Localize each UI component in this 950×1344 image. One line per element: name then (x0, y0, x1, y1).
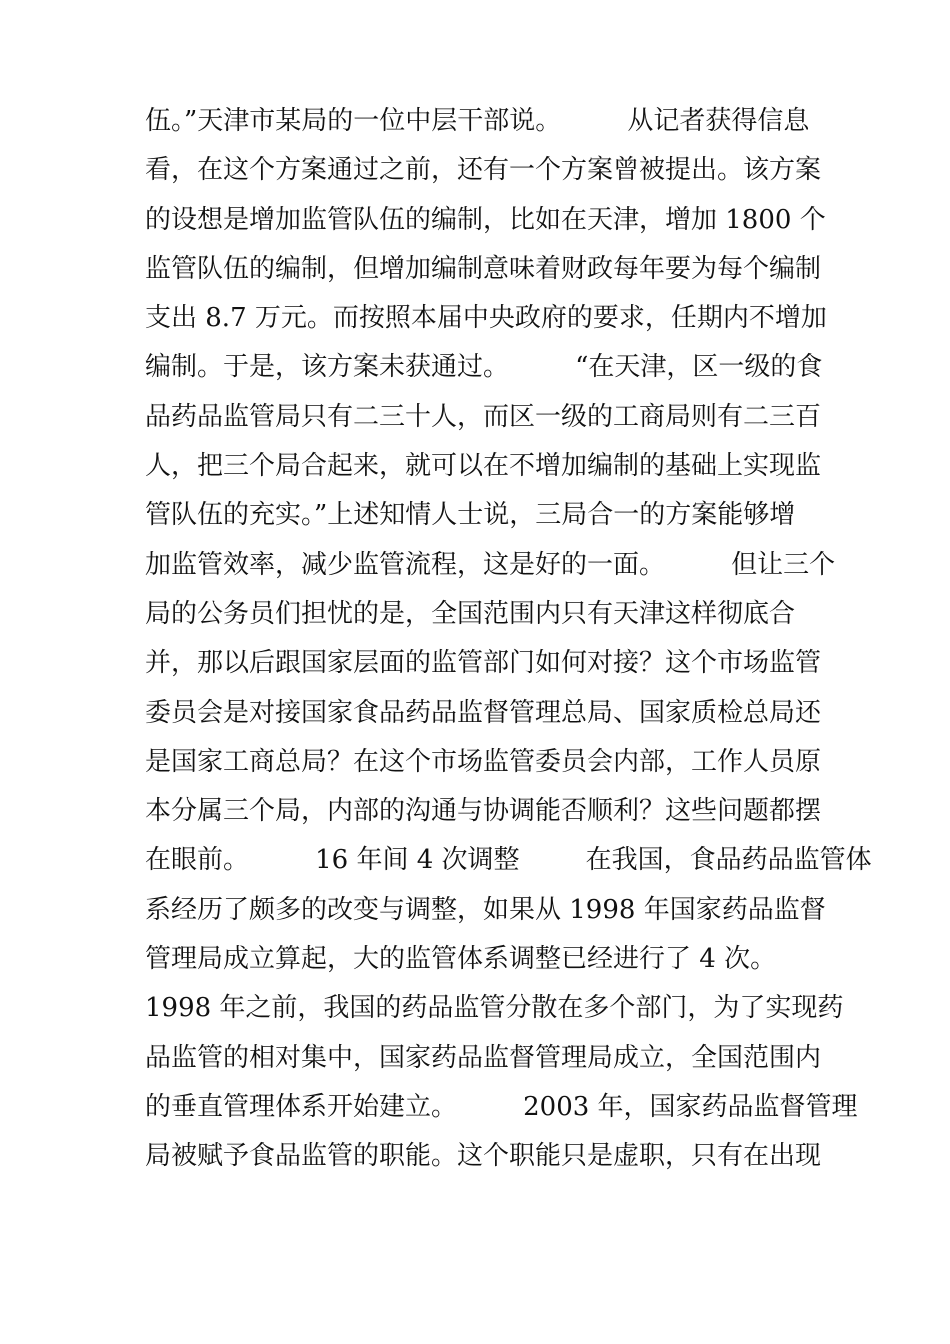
text-line-18: 管理局成立算起，大的监管体系调整已经进行了 4 次。 (145, 944, 777, 975)
text-line-13: 委员会是对接国家食品药品监督管理总局、国家质检总局还 (145, 697, 822, 728)
text-line-1: 伍。”天津市某局的一位中层干部说。 从记者获得信息 (145, 106, 810, 136)
text-line-7: 品药品监管局只有二三十人，而区一级的工商局则有二三百 (145, 401, 822, 432)
text-line-16: 在眼前。 16 年间 4 次调整 在我国，食品药品监管体 (145, 845, 872, 876)
text-line-20: 品监管的相对集中，国家药品监督管理局成立，全国范围内 (145, 1042, 822, 1073)
text-line-8: 人，把三个局合起来，就可以在不增加编制的基础上实现监 (145, 451, 822, 482)
text-line-22: 局被赋予食品监管的职能。这个职能只是虚职，只有在出现 (145, 1141, 822, 1172)
text-line-19: 1998 年之前，我国的药品监管分散在多个部门，为了实现药 (145, 993, 844, 1024)
article-body (145, 97, 872, 1182)
text-line-4: 监管队伍的编制，但增加编制意味着财政每年要为每个编制 (145, 253, 822, 284)
text-line-10: 加监管效率，减少监管流程，这是好的一面。 但让三个 (145, 549, 836, 580)
text-line-21: 的垂直管理体系开始建立。 2003 年，国家药品监督管理 (145, 1091, 858, 1122)
text-line-9: 管队伍的充实。”上述知情人士说，三局合一的方案能够增 (145, 500, 796, 531)
text-line-6: 编制。于是，该方案未获通过。 “在天津，区一级的食 (145, 352, 823, 383)
text-line-17: 系经历了颇多的改变与调整，如果从 1998 年国家药品监督 (145, 894, 826, 925)
text-line-15: 本分属三个局，内部的沟通与协调能否顺利？这些问题都摆 (145, 796, 822, 827)
text-line-12: 并，那以后跟国家层面的监管部门如何对接？这个市场监管 (145, 648, 822, 679)
text-line-14: 是国家工商总局？在这个市场监管委员会内部，工作人员原 (145, 746, 822, 777)
text-line-11: 局的公务员们担忧的是，全国范围内只有天津这样彻底合 (145, 598, 796, 629)
text-line-5: 支出 8.7 万元。而按照本届中央政府的要求，任期内不增加 (145, 303, 827, 334)
text-line-2: 看，在这个方案通过之前，还有一个方案曾被提出。该方案 (145, 155, 822, 186)
text-line-3: 的设想是增加监管队伍的编制，比如在天津，增加 1800 个 (145, 204, 826, 235)
